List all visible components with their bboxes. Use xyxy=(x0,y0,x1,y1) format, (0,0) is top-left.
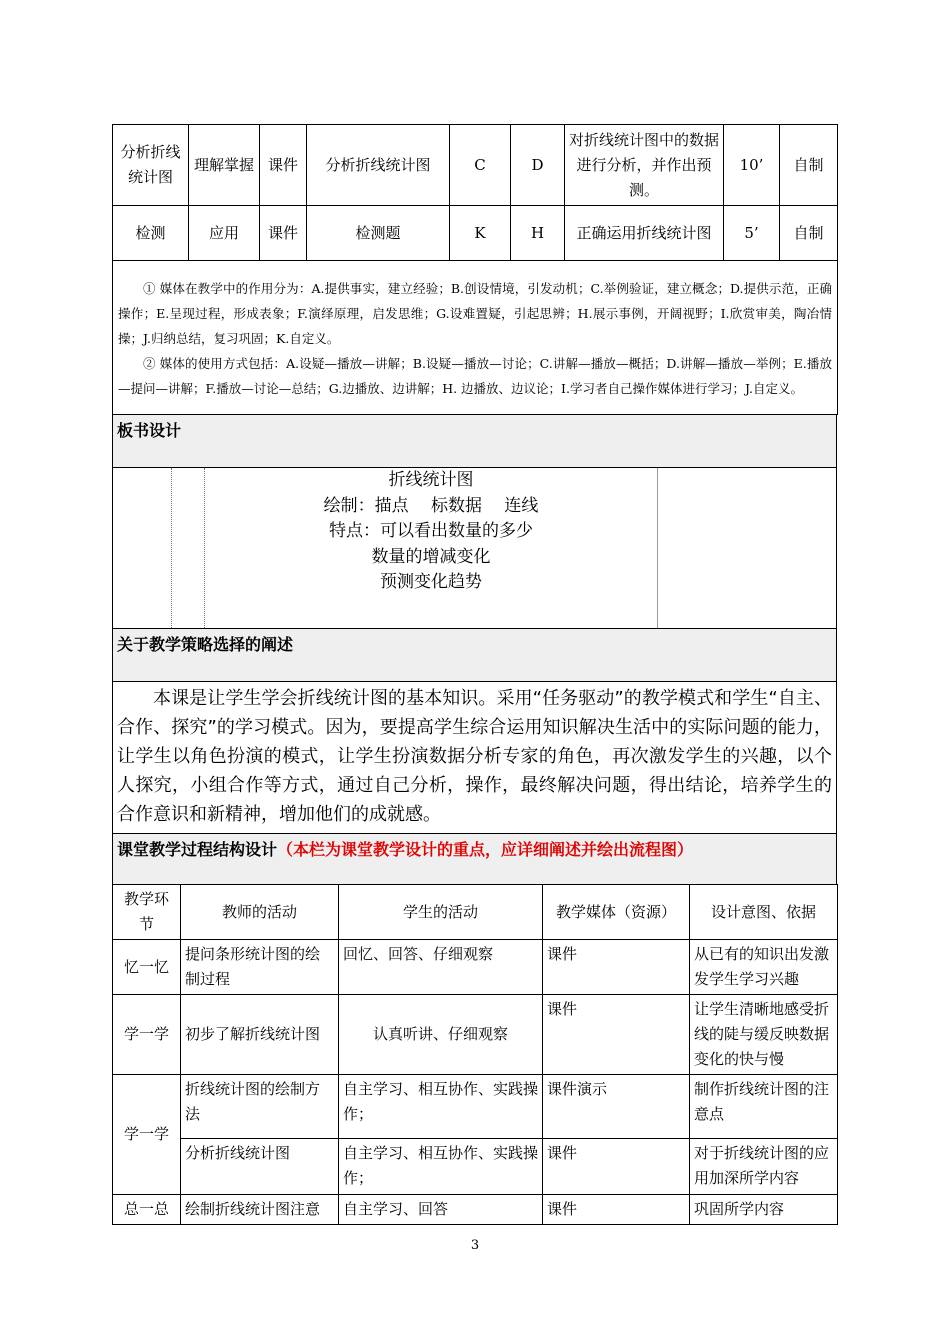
goal-cell: 应用 xyxy=(189,206,260,261)
media-table xyxy=(112,124,838,415)
effect-cell: 正确运用折线统计图 xyxy=(565,206,724,261)
process-row xyxy=(113,940,838,995)
media-cell: 课件 xyxy=(543,1195,690,1225)
source-cell: 自制 xyxy=(780,125,838,206)
media-type-cell: 课件 xyxy=(260,206,307,261)
teacher-cell: 折线统计图的绘制方法 xyxy=(181,1075,339,1139)
media-row xyxy=(113,206,838,261)
board-text xyxy=(206,468,656,596)
board-line: 预测变化趋势 xyxy=(380,572,482,592)
intent-cell: 让学生清晰地感受折线的陡与缓反映数据变化的快与慢 xyxy=(690,995,838,1075)
usage-cell: D xyxy=(511,125,565,206)
teacher-cell: 绘制折线统计图注意 xyxy=(181,1195,339,1225)
effect-cell: 对折线统计图中的数据进行分析，并作出预测。 xyxy=(565,125,724,206)
intent-cell: 巩固所学内容 xyxy=(690,1195,838,1225)
section-cell: 分析折线统计图 xyxy=(113,125,189,206)
intent-cell: 制作折线统计图的注意点 xyxy=(690,1075,838,1139)
student-cell: 认真听讲、仔细观察 xyxy=(339,995,543,1075)
header-intent: 设计意图、依据 xyxy=(690,885,838,940)
media-row xyxy=(113,125,838,206)
process-row xyxy=(113,1195,838,1225)
media-cell: 课件 xyxy=(543,1139,690,1195)
board-design-heading: 板书设计 xyxy=(113,415,837,468)
strategy-text: 本课是让学生学会折线统计图的基本知识。采用“任务驱动”的教学模式和学生“自主、合作、探究”的学习模式。因为，要提高学生综合运用知识解决生活中的实际问题的能力，让学生以角色扮演的模式，让学生扮演数据分析专家的角色，再次激发学生的兴趣，以个人探究，小组合作等方式，通过自己分析，操作，最终解决问题，得出结论，培养学生的合作意识和新精神，增加他们的成就感。 xyxy=(117,688,832,825)
content-cell: 分析折线统计图 xyxy=(307,125,450,206)
usage-cell: H xyxy=(511,206,565,261)
intent-cell: 从已有的知识出发激发学生学习兴趣 xyxy=(690,940,838,995)
header-media: 教学媒体（资源） xyxy=(543,885,690,940)
board-line: 数量的增减变化 xyxy=(371,546,491,567)
design-table xyxy=(112,414,837,885)
media-note-1: ① 媒体在教学中的作用分为：A.提供事实，建立经验；B.创设情境，引发动机；C.举例验证，建立概念；D.提供示范，正确操作；E.呈现过程，形成表象；F.演绎原理，启发思维；G.设难置疑，引起思辨；H.展示事例，开阔视野；I.欣赏审美，陶冶情操；J.归纳总结，复习巩固；K.自定义。 xyxy=(118,280,832,346)
board-design-area xyxy=(113,468,837,629)
process-header-row xyxy=(113,885,838,940)
stage-cell: 学一学 xyxy=(113,1075,181,1195)
board-line: 绘制：描点 标数据 连线 xyxy=(323,495,539,516)
process-heading-title: 课堂教学过程结构设计 xyxy=(117,840,278,859)
source-cell: 自制 xyxy=(780,206,838,261)
strategy-heading: 关于教学策略选择的阐述 xyxy=(113,629,837,682)
media-type-cell: 课件 xyxy=(260,125,307,206)
process-heading-note: （本栏为课堂教学设计的重点，应详细阐述并绘出流程图） xyxy=(277,840,694,859)
strategy-text-cell xyxy=(113,682,837,834)
board-title: 折线统计图 xyxy=(388,470,474,490)
header-teacher: 教师的活动 xyxy=(181,885,339,940)
student-cell: 自主学习、相互协作、实践操作； xyxy=(339,1075,543,1139)
student-cell: 自主学习、相互协作、实践操作； xyxy=(339,1139,543,1195)
media-notes xyxy=(113,261,838,415)
goal-cell: 理解掌握 xyxy=(189,125,260,206)
stage-cell: 学一学 xyxy=(113,995,181,1075)
intent-cell: 对于折线统计图的应用加深所学内容 xyxy=(690,1139,838,1195)
role-cell: K xyxy=(450,206,511,261)
section-cell: 检测 xyxy=(113,206,189,261)
document-body xyxy=(112,124,837,1225)
process-table xyxy=(112,884,838,1225)
media-cell: 课件 xyxy=(543,995,690,1075)
page-number: 3 xyxy=(470,1238,480,1253)
teacher-cell: 提问条形统计图的绘制过程 xyxy=(181,940,339,995)
student-cell: 回忆、回答、仔细观察 xyxy=(339,940,543,995)
teacher-cell: 分析折线统计图 xyxy=(181,1139,339,1195)
stage-cell: 忆一忆 xyxy=(113,940,181,995)
media-cell: 课件演示 xyxy=(543,1075,690,1139)
board-line: 特点：可以看出数量的多少 xyxy=(329,521,533,541)
process-heading xyxy=(113,834,837,885)
teacher-cell: 初步了解折线统计图 xyxy=(181,995,339,1075)
content-cell: 检测题 xyxy=(307,206,450,261)
process-row xyxy=(113,1139,838,1195)
student-cell: 自主学习、回答 xyxy=(339,1195,543,1225)
role-cell: C xyxy=(450,125,511,206)
time-cell: 10’ xyxy=(724,125,780,206)
process-row xyxy=(113,995,838,1075)
process-row xyxy=(113,1075,838,1139)
media-note-2: ② 媒体的使用方式包括：A.设疑—播放—讲解；B.设疑—播放—讨论；C.讲解—播放—概括；D.讲解—播放—举例；E.播放—提问—讲解；F.播放—讨论—总结；G.边播放、边讲解；H. 边播放、边议论；I.学习者自己操作媒体进行学习；J.自定义。 xyxy=(118,355,832,396)
stage-cell: 总一总 xyxy=(113,1195,181,1225)
header-stage: 教学环节 xyxy=(113,885,181,940)
media-cell: 课件 xyxy=(543,940,690,995)
header-student: 学生的活动 xyxy=(339,885,543,940)
time-cell: 5’ xyxy=(724,206,780,261)
